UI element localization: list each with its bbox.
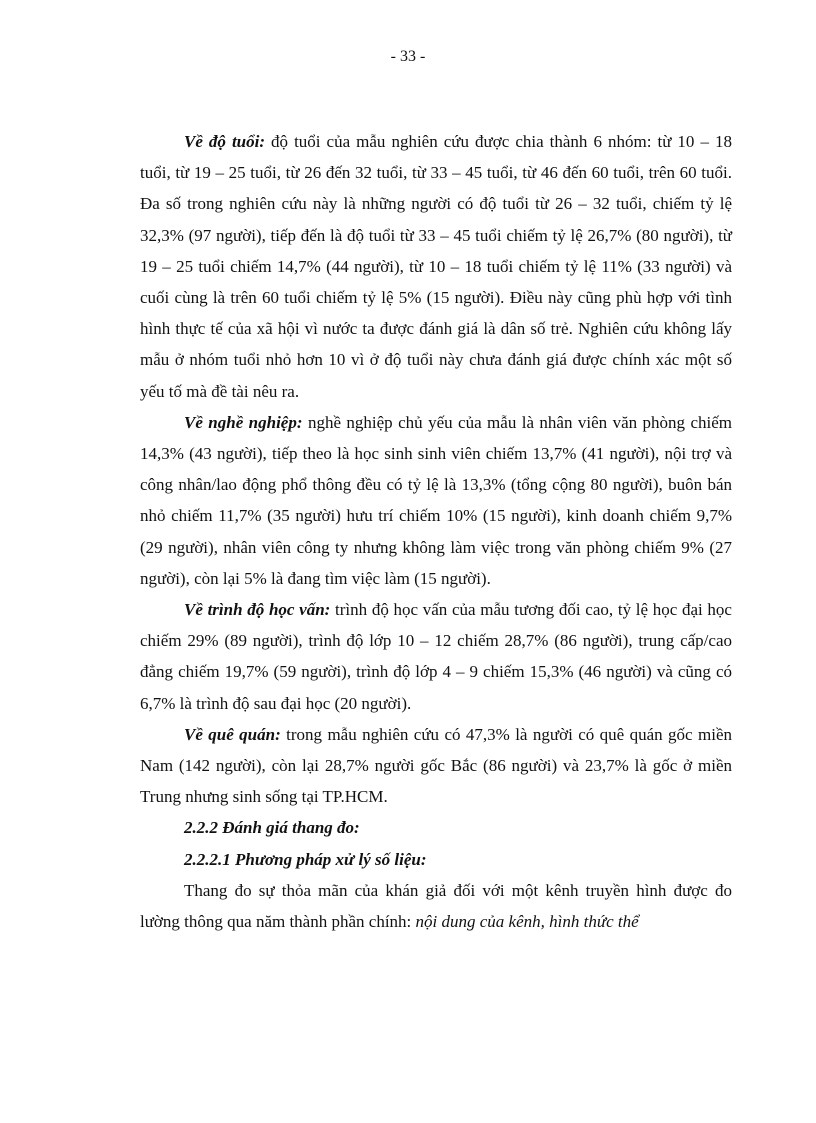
- subsection-heading: 2.2.2.1 Phương pháp xử lý số liệu:: [184, 849, 427, 869]
- document-body: [140, 126, 732, 937]
- age-lead: Về độ tuổi:: [184, 132, 266, 151]
- hometown-paragraph: [140, 719, 732, 813]
- age-text: độ tuổi của mẫu nghiên cứu được chia thành 6 nhóm: từ 10 – 18 tuổi, từ 19 – 25 tuổi, từ 26 đến 32 tuổi, từ 33 – 45 tuổi, từ 46 đến 60 tuổi, trên 60 tuổi. Đa số trong nghiên cứu này là những người có độ tuổi từ 26 – 32 tuổi, chiếm tỷ lệ 32,3% (97 người), tiếp đến là độ tuổi từ 33 – 45 tuổi chiếm tỷ lệ 26,7% (80 người), từ 19 – 25 tuổi chiếm 14,7% (44 người), từ 10 – 18 tuổi chiếm tỷ lệ 11% (33 người) và cuối cùng là trên 60 tuổi chiếm tỷ lệ 5% (15 người). Điều này cũng phù hợp với tình hình thực tế của xã hội vì nước ta được đánh giá là dân số trẻ. Nghiên cứu không lấy mẫu ở nhóm tuổi nhỏ hơn 10 vì ở độ tuổi này chưa đánh giá được chính xác một số yếu tố mà đề tài nêu ra.: [140, 132, 732, 401]
- method-text: Thang đo sự thỏa mãn của khán giả đối với một kênh truyền hình được đo lường thông qua năm thành phần chính:: [140, 880, 732, 932]
- method-paragraph: [140, 875, 732, 937]
- hometown-text: trong mẫu nghiên cứu có 47,3% là người có quê quán gốc miền Nam (142 người), còn lại 28,7% người gốc Bắc (86 người) và 23,7% là gốc ở miền Trung nhưng sinh sống tại TP.HCM.: [140, 724, 732, 807]
- section-heading: 2.2.2 Đánh giá thang đo:: [184, 818, 360, 838]
- education-text: trình độ học vấn của mẫu tương đối cao, tỷ lệ học đại học chiếm 29% (89 người), trình độ lớp 10 – 12 chiếm 28,7% (86 người), trung cấp/cao đẳng chiếm 19,7% (59 người), trình độ lớp 4 – 9 chiếm 15,3% (46 người) và cũng có 6,7% là trình độ sau đại học (20 người).: [140, 600, 732, 713]
- occupation-paragraph: [140, 407, 732, 594]
- education-paragraph: [140, 594, 732, 719]
- occupation-text: nghề nghiệp chủ yếu của mẫu là nhân viên văn phòng chiếm 14,3% (43 người), tiếp theo là học sinh sinh viên chiếm 13,7% (41 người), nội trợ và công nhân/lao động phổ thông đều có tỷ lệ là 13,3% (tổng cộng 80 người), buôn bán nhỏ chiếm 11,7% (35 người) hưu trí chiếm 10% (15 người), kinh doanh chiếm 9,7% (29 người), nhân viên công ty nhưng không làm việc trong văn phòng chiếm 9% (27 người), còn lại 5% là đang tìm việc làm (15 người).: [140, 412, 732, 588]
- education-lead: Về trình độ học vấn:: [184, 600, 331, 620]
- age-paragraph: [140, 126, 732, 407]
- page-number: - 33 -: [390, 48, 426, 65]
- hometown-lead: Về quê quán:: [184, 724, 281, 744]
- occupation-lead: Về nghề nghiệp:: [184, 412, 303, 432]
- method-italic-text: nội dung của kênh, hình thức thể: [415, 912, 639, 932]
